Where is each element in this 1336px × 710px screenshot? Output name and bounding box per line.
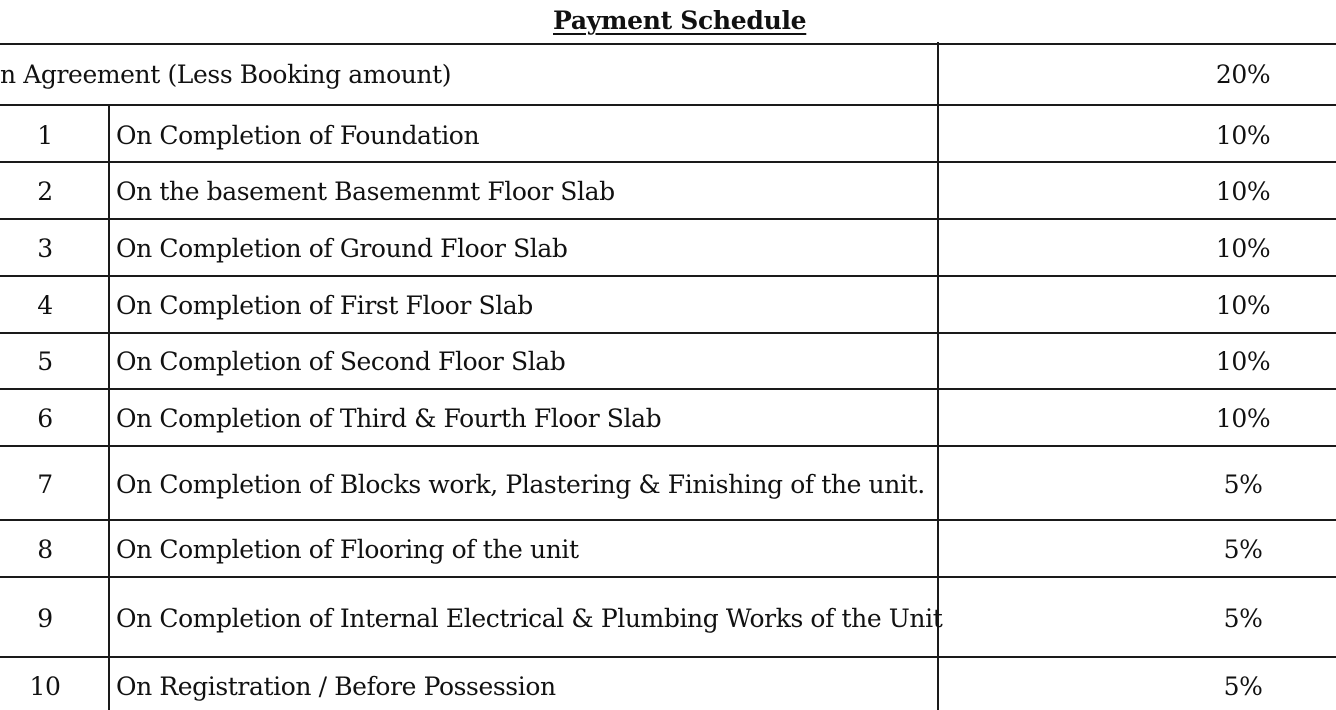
row-description: On Completion of Second Floor Slab bbox=[116, 347, 566, 376]
table-rule bbox=[0, 43, 1336, 45]
row-number: 6 bbox=[37, 404, 53, 433]
table-rule bbox=[0, 332, 1336, 334]
row-description: On the basement Basemenmt Floor Slab bbox=[116, 177, 615, 206]
row-percent: 10% bbox=[1215, 177, 1271, 206]
row-percent: 5% bbox=[1223, 470, 1263, 499]
column-divider bbox=[108, 105, 110, 710]
table-rule bbox=[0, 275, 1336, 277]
agreement-label: n Agreement (Less Booking amount) bbox=[0, 60, 452, 89]
row-percent: 10% bbox=[1215, 404, 1271, 433]
agreement-percent: 20% bbox=[1215, 60, 1271, 89]
row-percent: 5% bbox=[1223, 672, 1263, 701]
page-title: Payment Schedule bbox=[553, 6, 807, 35]
row-percent: 5% bbox=[1223, 604, 1263, 633]
row-number: 2 bbox=[37, 177, 53, 206]
row-percent: 10% bbox=[1215, 291, 1271, 320]
table-rule bbox=[0, 445, 1336, 447]
table-rule bbox=[0, 388, 1336, 390]
table-rule bbox=[0, 218, 1336, 220]
row-number: 4 bbox=[37, 291, 53, 320]
row-number: 8 bbox=[37, 535, 53, 564]
row-percent: 10% bbox=[1215, 234, 1271, 263]
table-rule bbox=[0, 576, 1336, 578]
table-rule bbox=[0, 656, 1336, 658]
row-description: On Completion of Flooring of the unit bbox=[116, 535, 579, 564]
row-description: On Completion of Foundation bbox=[116, 121, 480, 150]
row-number: 1 bbox=[37, 121, 53, 150]
row-percent: 10% bbox=[1215, 347, 1271, 376]
row-number: 7 bbox=[37, 470, 53, 499]
row-description: On Completion of Blocks work, Plastering & Finishing of the unit. bbox=[116, 470, 925, 499]
table-rule bbox=[0, 519, 1336, 521]
row-number: 5 bbox=[37, 347, 53, 376]
table-rule bbox=[0, 161, 1336, 163]
row-description: On Completion of Third & Fourth Floor Slab bbox=[116, 404, 662, 433]
row-description: On Completion of First Floor Slab bbox=[116, 291, 533, 320]
row-description: On Registration / Before Possession bbox=[116, 672, 556, 701]
row-number: 3 bbox=[37, 234, 53, 263]
row-number: 9 bbox=[37, 604, 53, 633]
row-percent: 10% bbox=[1215, 121, 1271, 150]
row-percent: 5% bbox=[1223, 535, 1263, 564]
row-number: 10 bbox=[29, 672, 61, 701]
table-rule bbox=[0, 104, 1336, 106]
row-description: On Completion of Internal Electrical & Plumbing Works of the Unit bbox=[116, 604, 943, 633]
row-description: On Completion of Ground Floor Slab bbox=[116, 234, 568, 263]
